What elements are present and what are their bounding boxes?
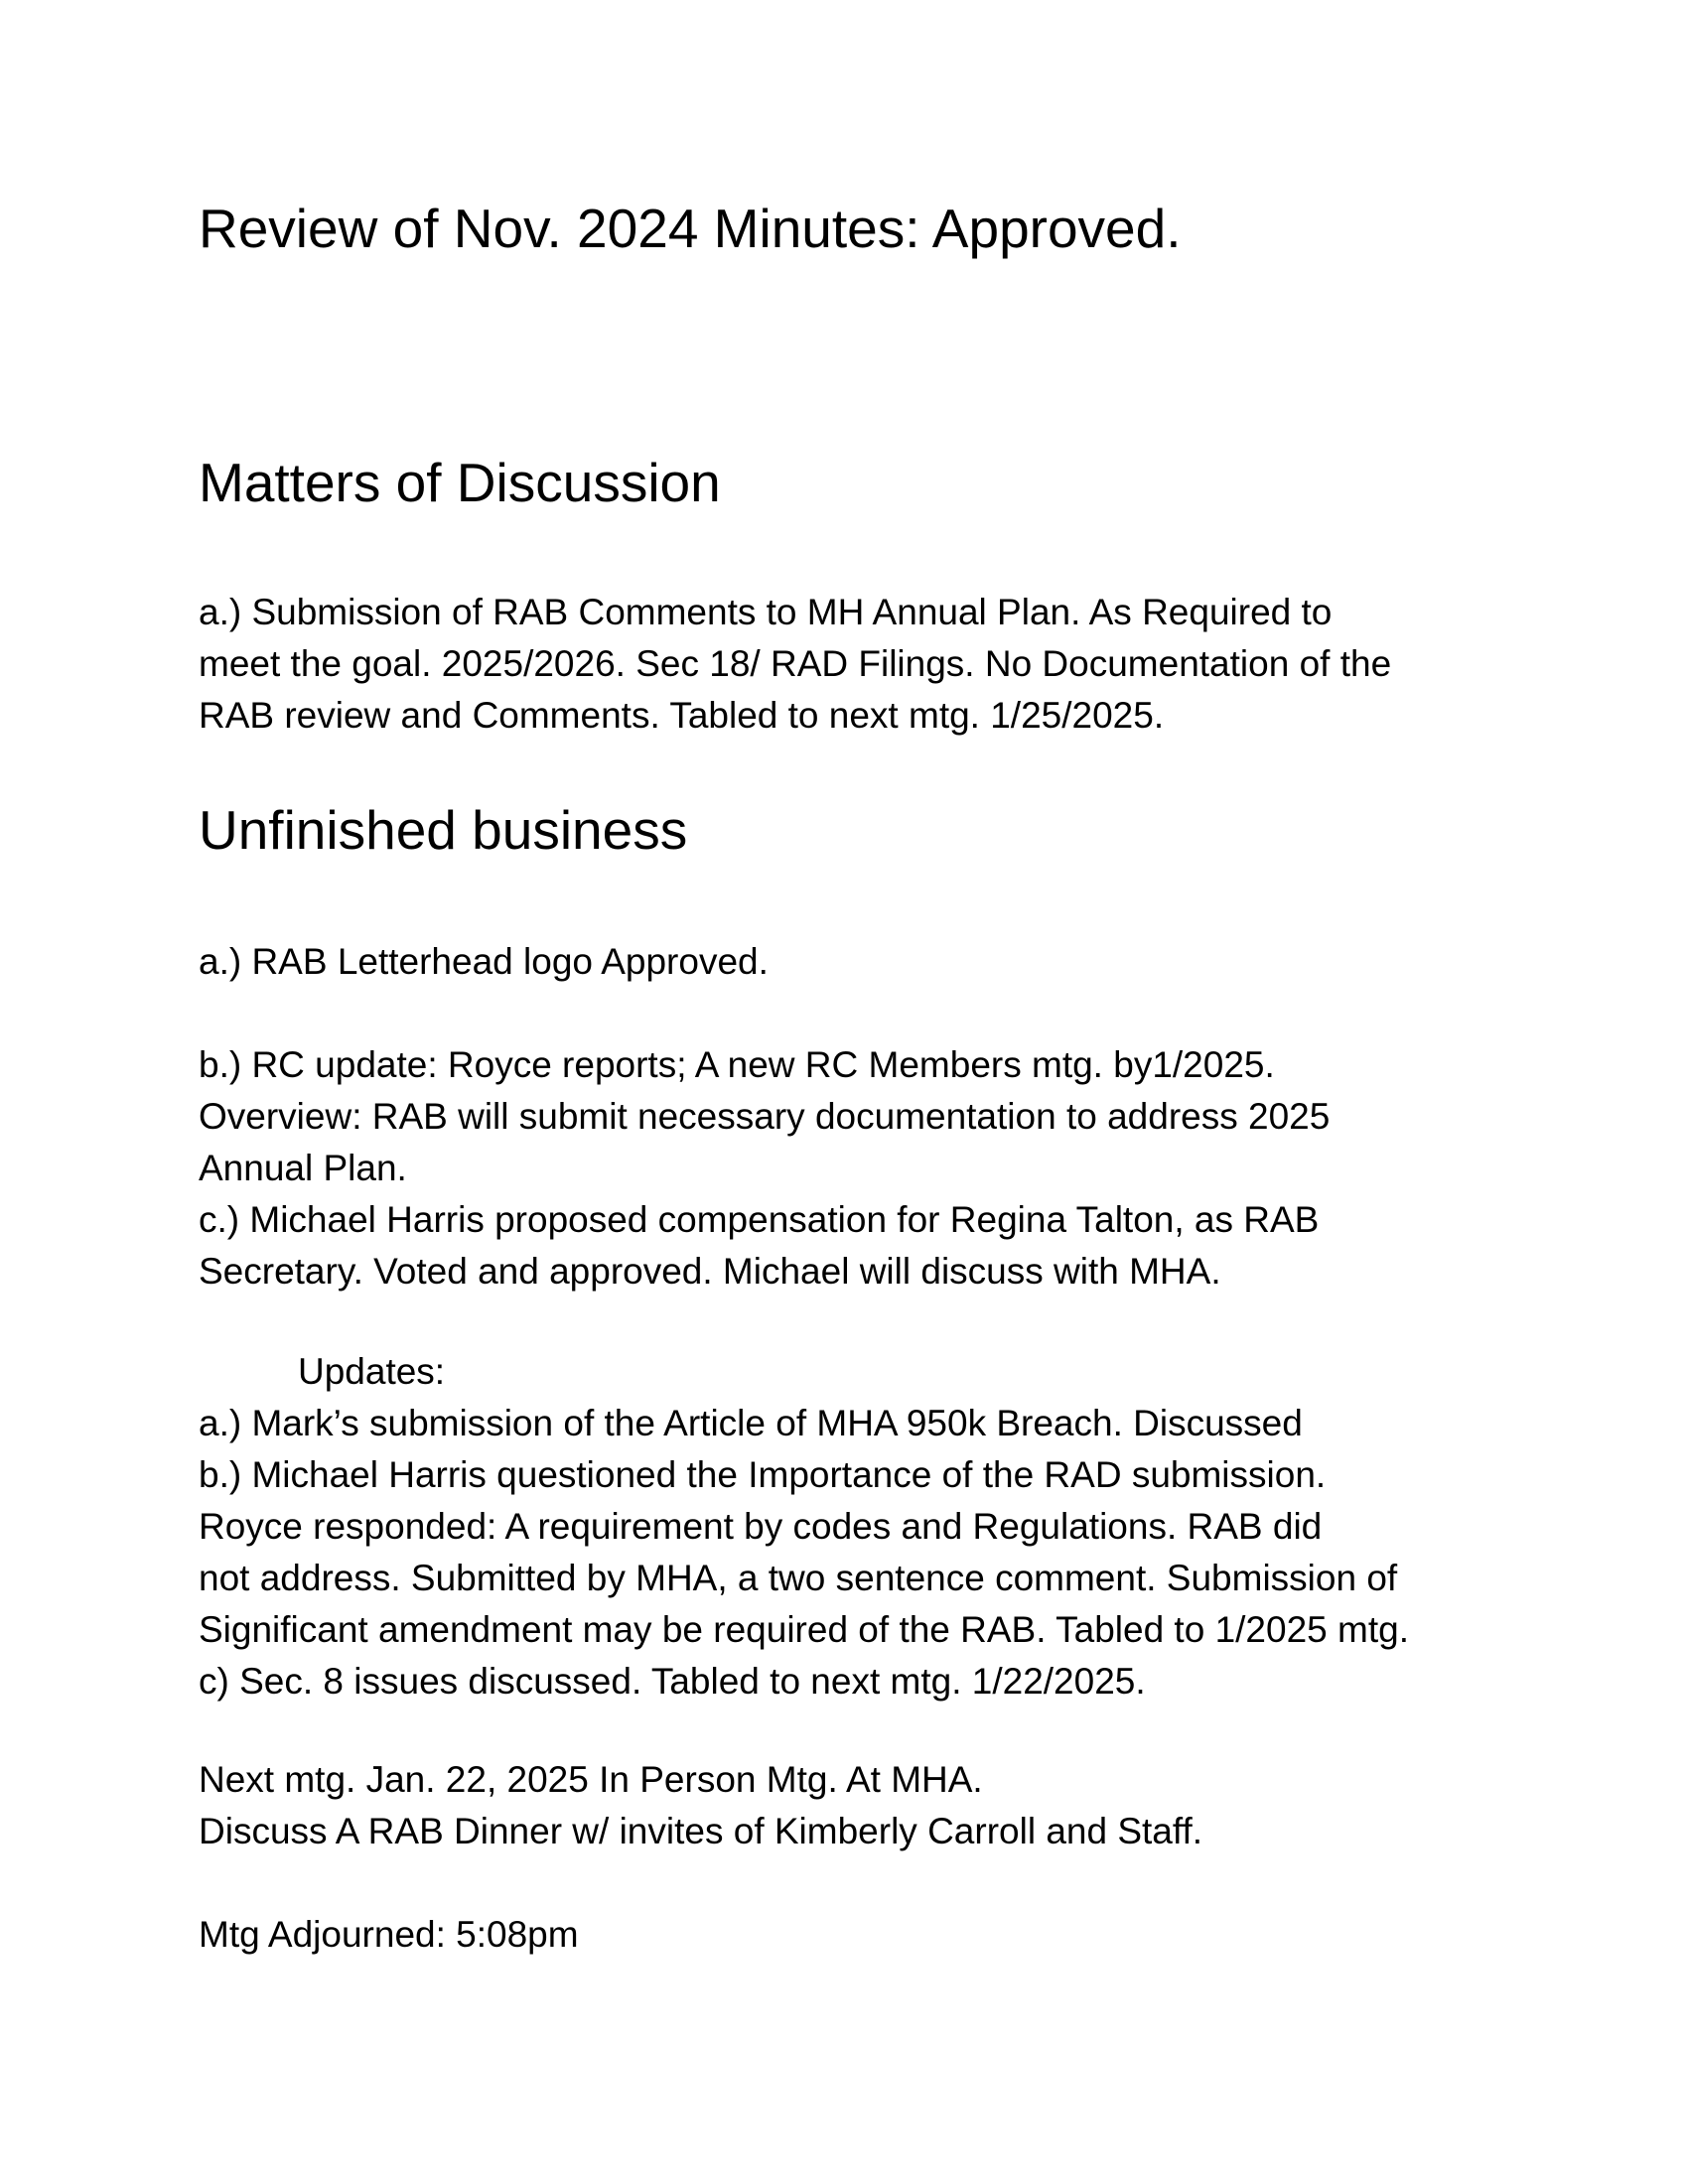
unfinished-item-a — [199, 936, 769, 988]
next-meeting — [199, 1754, 1202, 1857]
updates-line: Significant amendment may be required of the RAB. Tabled to 1/2025 mtg. — [199, 1609, 1409, 1650]
unfinished-item-line: Annual Plan. — [199, 1148, 407, 1188]
review-minutes-heading: Review of Nov. 2024 Minutes: Approved. — [199, 198, 1182, 259]
matters-item-a-line: meet the goal. 2025/2026. Sec 18/ RAD Filings. No Documentation of the — [199, 643, 1392, 684]
updates-heading: Updates: — [298, 1351, 446, 1392]
unfinished-item-a-line: a.) RAB Letterhead logo Approved. — [199, 941, 769, 982]
updates-section — [199, 1346, 1409, 1707]
matters-item-a-line: a.) Submission of RAB Comments to MH Annual Plan. As Required to — [199, 592, 1333, 632]
updates-line: c) Sec. 8 issues discussed. Tabled to next mtg. 1/22/2025. — [199, 1661, 1146, 1702]
unfinished-item-line: b.) RC update: Royce reports; A new RC Members mtg. by1/2025. — [199, 1044, 1275, 1085]
meeting-adjourned — [199, 1909, 579, 1961]
unfinished-business-heading: Unfinished business — [199, 799, 688, 861]
unfinished-item-line: Secretary. Voted and approved. Michael will discuss with MHA. — [199, 1251, 1221, 1292]
matters-item-a — [199, 587, 1391, 742]
unfinished-item-line: c.) Michael Harris proposed compensation for Regina Talton, as RAB — [199, 1199, 1320, 1240]
unfinished-item-line: Overview: RAB will submit necessary documentation to address 2025 — [199, 1096, 1331, 1137]
next-meeting-line: Discuss A RAB Dinner w/ invites of Kimberly Carroll and Staff. — [199, 1811, 1203, 1851]
unfinished-items-b-c — [199, 1039, 1330, 1297]
next-meeting-line: Next mtg. Jan. 22, 2025 In Person Mtg. At MHA. — [199, 1759, 983, 1800]
updates-line: not address. Submitted by MHA, a two sentence comment. Submission of — [199, 1558, 1398, 1598]
updates-line: b.) Michael Harris questioned the Importance of the RAD submission. — [199, 1454, 1327, 1495]
matters-of-discussion-heading: Matters of Discussion — [199, 452, 721, 513]
meeting-adjourned-text: Mtg Adjourned: 5:08pm — [199, 1914, 579, 1955]
updates-line: Royce responded: A requirement by codes and Regulations. RAB did — [199, 1506, 1323, 1547]
updates-line: a.) Mark’s submission of the Article of MHA 950k Breach. Discussed — [199, 1403, 1303, 1443]
matters-item-a-line: RAB review and Comments. Tabled to next mtg. 1/25/2025. — [199, 695, 1165, 736]
